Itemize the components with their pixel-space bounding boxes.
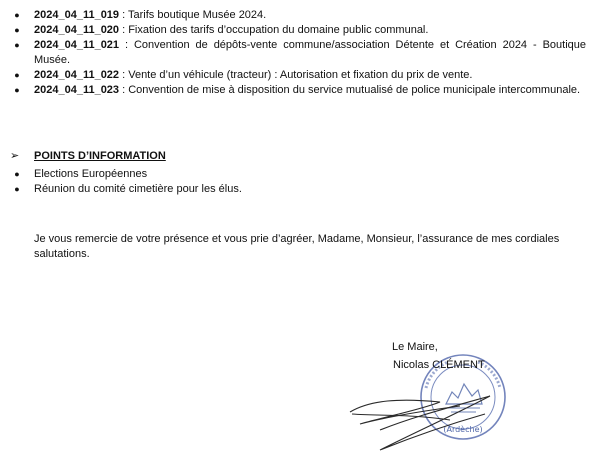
list-item	[8, 83, 586, 98]
handwritten-signature	[340, 360, 520, 460]
bullet-icon: ●	[14, 85, 20, 95]
deliberation-text: : Vente d’un véhicule (tracteur) : Autorisation et fixation du prix de vente.	[119, 69, 473, 81]
list-item	[8, 38, 586, 68]
deliberation-code: 2024_04_11_023	[34, 84, 120, 96]
closing-paragraph: Je vous remercie de votre présence et vous prie d’agréer, Madame, Monsieur, l’assurance de mes cordiales salutations.	[34, 233, 560, 260]
deliberation-text: : Fixation des tarifs d’occupation du domaine public communal.	[119, 24, 429, 36]
deliberation-text: : Convention de mise à disposition du service mutualisé de police municipale intercommunale.	[119, 84, 581, 96]
deliberation-text: : Convention de dépôts-vente commune/association Détente et Création 2024 - Boutique Musée.	[34, 39, 586, 66]
information-item: Elections Européennes	[34, 168, 148, 180]
list-item	[8, 68, 586, 83]
bullet-icon: ●	[14, 10, 20, 20]
information-section	[8, 149, 586, 197]
list-item	[8, 23, 586, 38]
bullet-icon: ●	[14, 184, 20, 194]
seal-text: (Ardèche)	[443, 425, 483, 434]
signatory-role: Le Maire,	[392, 341, 438, 353]
bullet-icon: ●	[14, 40, 20, 50]
deliberation-code: 2024_04_11_021	[34, 39, 120, 51]
list-item	[8, 8, 586, 23]
list-item	[8, 182, 586, 197]
deliberation-list	[8, 8, 586, 98]
bullet-icon: ●	[14, 70, 20, 80]
bullet-icon: ●	[14, 25, 20, 35]
information-heading	[8, 149, 586, 164]
arrow-bullet-icon: ➢	[10, 150, 20, 162]
bullet-icon: ●	[14, 169, 20, 179]
information-list	[8, 167, 586, 197]
information-item: Réunion du comité cimetière pour les élus.	[34, 183, 242, 195]
signatory-name: Nicolas CLÉMENT	[393, 359, 485, 371]
deliberation-code: 2024_04_11_019	[34, 9, 120, 21]
deliberation-text: : Tarifs boutique Musée 2024.	[119, 9, 267, 21]
deliberation-code: 2024_04_11_022	[34, 69, 120, 81]
list-item	[8, 167, 586, 182]
deliberation-code: 2024_04_11_020	[34, 24, 120, 36]
information-title: POINTS D’INFORMATION	[34, 150, 166, 162]
